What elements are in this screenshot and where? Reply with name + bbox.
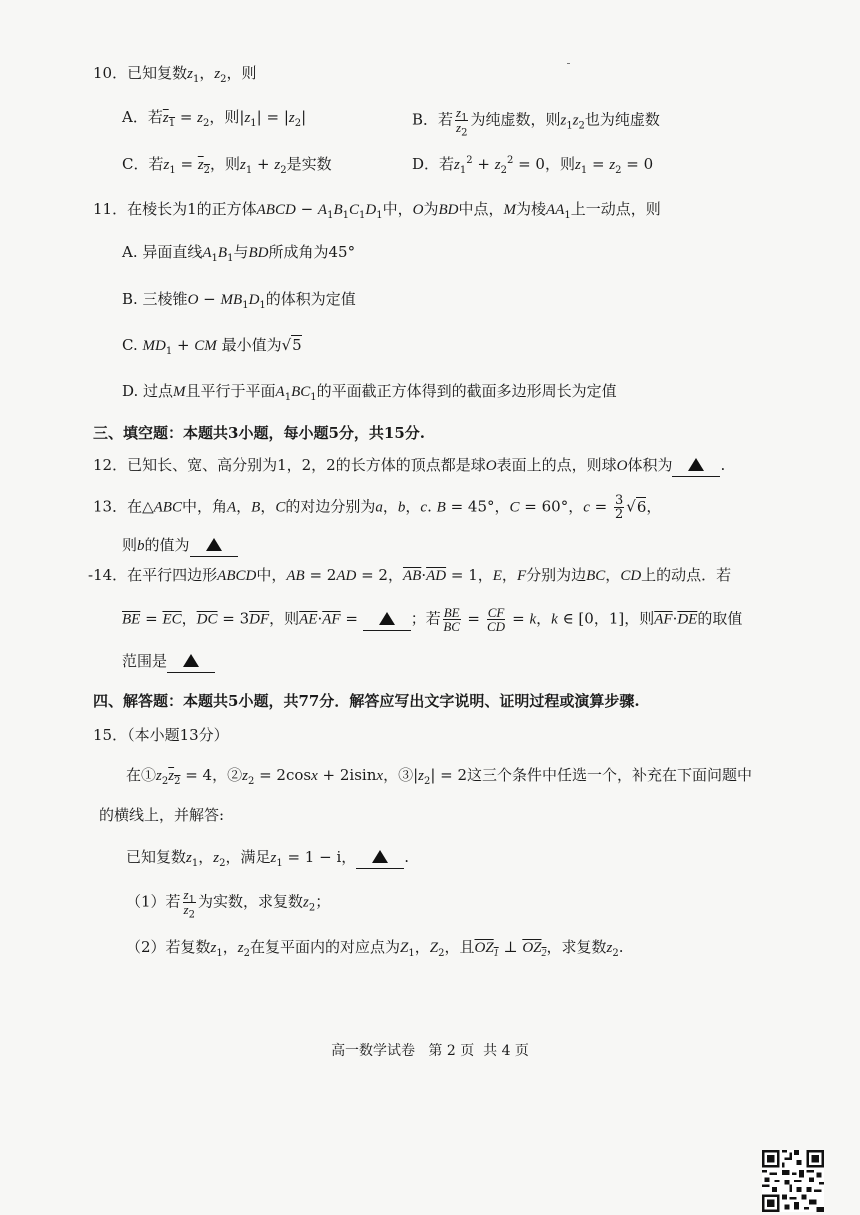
q14-line2: $\overline{BE} = \overline{EC}$，$\overline{DC} = 3\overline{DF}$，则$\overline{AE}\cdot\overline{AF}$ = ；若 $\frac{BE}{BC}$ = $\frac{CF}{CD}$ = k，k ∈ [0，1]，则$\overline{AF}\cdot\overline{DE}$的取值 — [122, 605, 743, 634]
scan-mark — [567, 63, 570, 64]
qr-code-icon — [762, 1150, 824, 1212]
q13-line1: 13．在△ABC中，角A，B，C的对边分别为a，b，c. B = 45°，C = 60°，c = $\frac{3}{2}$ √6， — [93, 493, 662, 522]
q10-option-d: D．若$z_1^2 + z_2^2 = 0$，则$z_1 = z_2 = 0$ — [412, 155, 654, 176]
q10-option-a: A．若$z_1 = z_2$，则$|z_1| = |z_2|$ — [122, 108, 307, 129]
q13-line2: 则b的值为 — [122, 534, 238, 557]
q15-subquestion-2: （2）若复数$z_1$，$z_2$在复平面内的对应点为$Z_1$，$Z_2$，且$OZ_1$ ⊥ $OZ_2$，求复数$z_2$. — [126, 938, 624, 959]
q14-line3: 范围是 — [122, 650, 215, 673]
q11-option-d: D. 过点M且平行于平面$A_1BC_1$的平面截正方体得到的截面多边形周长为定值 — [122, 382, 617, 403]
answer-blank — [672, 454, 720, 477]
q10-option-b: B．若 $\frac{z_1}{z_2}$ 为纯虚数，则$z_1z_2$也为纯虚数 — [412, 105, 660, 139]
q11-option-a: A. 异面直线$A_1B_1$与BD所成角为45° — [122, 243, 356, 264]
q11-option-b: B. 三棱锥$O - MB_1D_1$的体积为定值 — [122, 290, 356, 311]
triangle-icon — [372, 850, 388, 863]
q15-subquestion-1: （1）若 $\frac{z_1}{z_2}$ 为实数，求复数$z_2$； — [126, 887, 331, 921]
section-fill-in-heading: 三、填空题：本题共3小题，每小题5分，共15分. — [93, 424, 425, 442]
q15-given: 已知复数$z_1$，$z_2$，满足$z_1 = 1 - i$， . — [126, 848, 410, 869]
answer-blank — [190, 534, 238, 557]
q14-line1: -14．在平行四边形ABCD中，AB = 2AD = 2，$\overline{AB}\cdot\overline{AD} = 1$，E，F分别为边BC，CD上的动点．若 — [88, 566, 732, 584]
q10-stem: 10．已知复数$z_1$，$z_2$，则 — [93, 64, 257, 85]
q11-stem: 11．在棱长为1的正方体ABCD − $A_1B_1C_1D_1$中，O为BD中点，M为棱$AA_1$上一动点，则 — [93, 200, 661, 221]
q10-option-c: C．若$z_1 = z_2$，则$z_1 + z_2$是实数 — [122, 155, 332, 176]
triangle-icon — [688, 458, 704, 471]
q15-title: 15．（本小题13分） — [93, 726, 229, 744]
triangle-icon — [379, 612, 395, 625]
answer-blank — [167, 650, 215, 673]
answer-blank — [356, 846, 404, 869]
triangle-icon — [206, 538, 222, 551]
section-solution-heading: 四、解答题：本题共5小题，共77分．解答应写出文字说明、证明过程或演算步骤. — [93, 692, 640, 710]
q12: 12．已知长、宽、高分别为1，2，2的长方体的顶点都是球O表面上的点，则球O体积为 . — [93, 454, 725, 477]
q15-instruction: 的横线上，并解答: — [99, 806, 225, 824]
triangle-icon — [183, 654, 199, 667]
page-footer: 高一数学试卷 第 2 页 共 4 页 — [331, 1043, 529, 1059]
answer-blank — [363, 608, 411, 631]
q11-option-c: C. $MD_1$ + CM 最小值为√5 — [122, 336, 302, 357]
q15-conditions: 在$①z_2z_2 = 4$，$②z_2 = 2\cos x + 2isinx$，$③|z_2| = 2$这三个条件中任选一个，补充在下面问题中 — [126, 766, 753, 787]
